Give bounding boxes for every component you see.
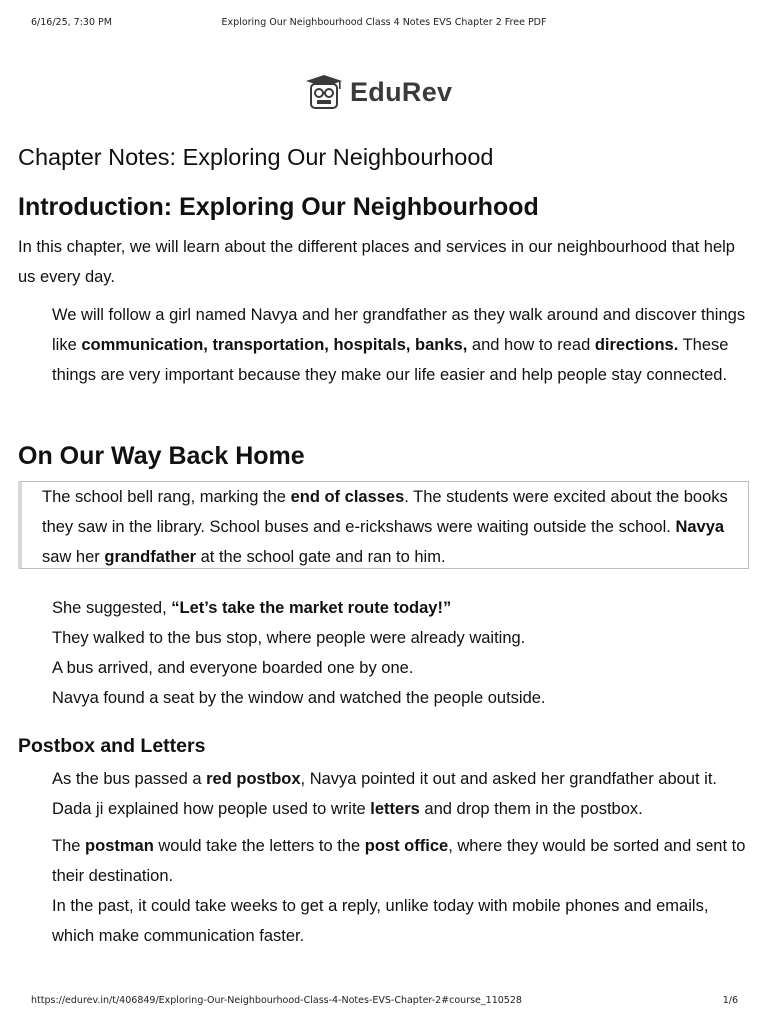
story-line: They walked to the bus stop, where people were already waiting. bbox=[52, 629, 526, 647]
edurev-logo[interactable] bbox=[304, 74, 452, 110]
postbox-paragraph-1: As the bus passed a red postbox, Navya pointed it out and asked her grandfather about it. Dada ji explained how people used to write letters and drop them in the postbox. bbox=[52, 770, 717, 818]
story-line: A bus arrived, and everyone boarded one by one. bbox=[52, 659, 414, 677]
story-lines bbox=[52, 593, 752, 713]
story-box-text: The school bell rang, marking the end of classes. The students were excited about the books they saw in the library. School buses and e-rickshaws were waiting outside the school. Navya saw her grandfather at the school gate and ran to him. bbox=[42, 488, 728, 566]
logo-text: EduRev bbox=[350, 76, 453, 107]
heading-on-our-way-back-home: On Our Way Back Home bbox=[18, 442, 305, 470]
intro-paragraph: In this chapter, we will learn about the different places and services in our neighbourhood that help us every day. bbox=[18, 238, 735, 286]
print-header bbox=[0, 17, 768, 31]
story-line: Navya found a seat by the window and watched the people outside. bbox=[52, 689, 546, 707]
story-box bbox=[18, 481, 749, 569]
print-url: https://edurev.in/t/406849/Exploring-Our-Neighbourhood-Class-4-Notes-EVS-Chapter-2#course_110528 bbox=[31, 995, 522, 1006]
story-line: She suggested, “Let’s take the market route today!” bbox=[52, 599, 452, 617]
edurev-mascot-icon bbox=[304, 74, 344, 110]
postbox-paragraph-2: The postman would take the letters to the post office, where they would be sorted and sent to their destination. In the past, it could take weeks to get a reply, unlike today with mobile phones and emails, which make communication faster. bbox=[52, 837, 746, 945]
document-title: Chapter Notes: Exploring Our Neighbourhood bbox=[18, 144, 494, 170]
intro-follow-paragraph: We will follow a girl named Navya and her grandfather as they walk around and discover things like communication, transportation, hospitals, banks, and how to read directions. These things are very important because they make our life easier and help people stay connected. bbox=[52, 306, 746, 384]
heading-introduction: Introduction: Exploring Our Neighbourhood bbox=[18, 193, 539, 221]
page-number: 1/6 bbox=[722, 995, 738, 1006]
print-page-title: Exploring Our Neighbourhood Class 4 Notes EVS Chapter 2 Free PDF bbox=[221, 17, 547, 28]
print-footer bbox=[0, 995, 768, 1009]
heading-postbox-and-letters: Postbox and Letters bbox=[18, 735, 206, 757]
print-date: 6/16/25, 7:30 PM bbox=[31, 17, 112, 28]
